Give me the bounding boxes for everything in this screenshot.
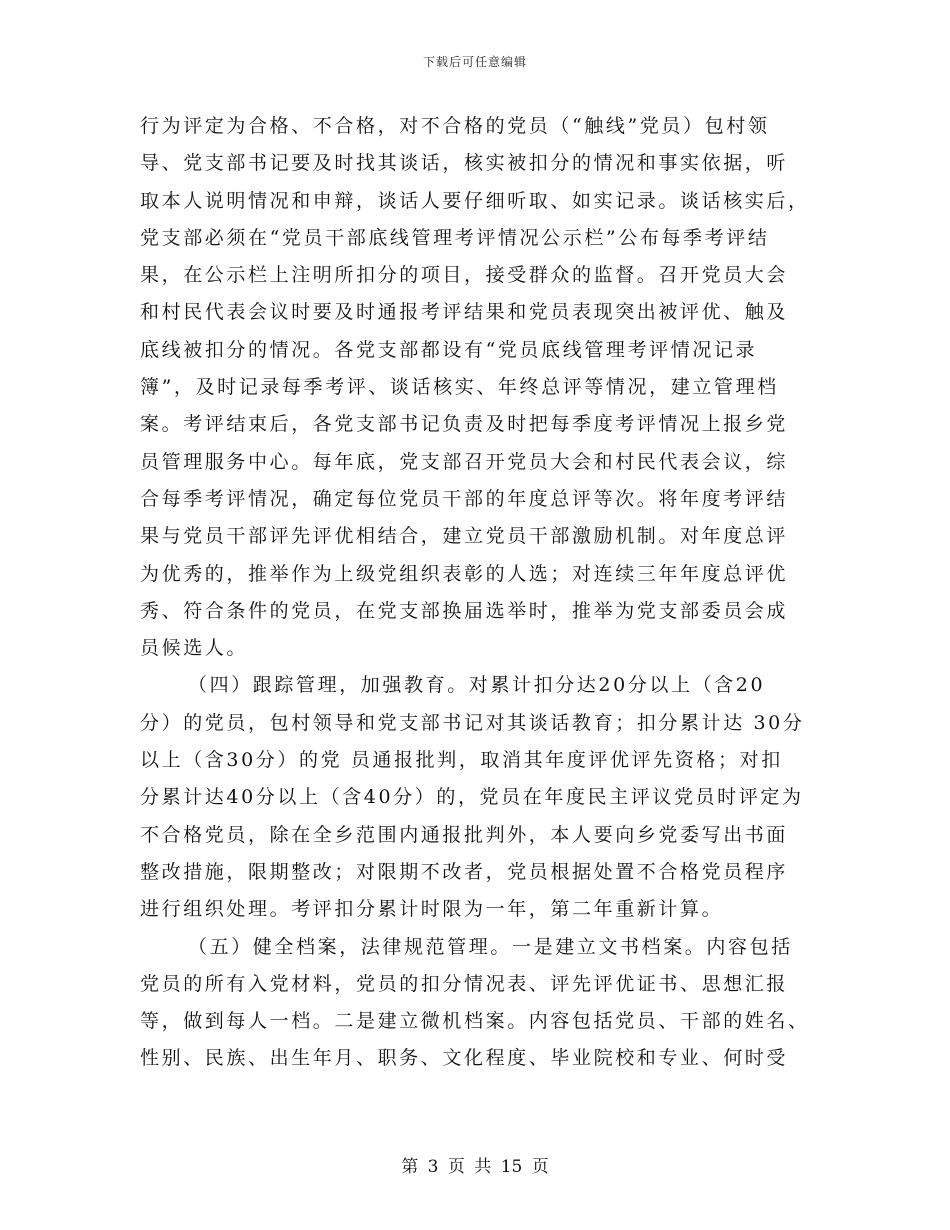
body-line: 整改措施，限期整改；对限期不改者，党员根据处置不合格党员程序	[140, 860, 789, 883]
body-line: 果与党员干部评先评优相结合，建立党员干部激励机制。对年度总评	[140, 525, 789, 548]
body-line: 果，在公示栏上注明所扣分的项目，接受群众的监督。召开党员大会	[140, 264, 789, 287]
page-number-footer: 第 3 页 共 15 页	[401, 1157, 549, 1177]
body-line: 不合格党员，除在全乡范围内通报批判外，本人要向乡党委写出书面	[140, 823, 789, 846]
body-line: 秀、符合条件的党员，在党支部换届选举时，推举为党支部委员会成	[140, 599, 789, 622]
body-line: 为优秀的，推举作为上级党组织表彰的人选；对连续三年年度总评优	[140, 562, 789, 585]
body-line: 党支部必须在“党员干部底线管理考评情况公示栏”公布每季考评结	[140, 226, 770, 249]
body-line: 党员的所有入党材料，党员的扣分情况表、评先评优证书、思想汇报	[140, 972, 789, 995]
body-line: 簿”，及时记录每季考评、谈话核实、年终总评等情况，建立管理档	[140, 376, 779, 399]
body-line: 导、党支部书记要及时找其谈话，核实被扣分的情况和事实依据，听	[140, 152, 789, 175]
body-line: 进行组织处理。考评扣分累计时限为一年，第二年重新计算。	[140, 898, 724, 921]
body-line: 取本人说明情况和申辩，谈话人要仔细听取、如实记录。谈话核实后，	[140, 189, 810, 212]
body-line: 等，做到每人一档。二是建立微机档案。内容包括党员、干部的姓名、	[140, 1010, 810, 1033]
body-line: 分）的党员，包村领导和党支部书记对其谈话教育；扣分累计达 30分	[140, 711, 805, 734]
body-line: 分累计达40分以上（含40分）的，党员在年度民主评议党员时评定为	[140, 786, 804, 809]
body-line: 性别、民族、出生年月、职务、文化程度、毕业院校和专业、何时受	[140, 1047, 789, 1070]
body-line: 案。考评结束后，各党支部书记负责及时把每季度考评情况上报乡党	[140, 413, 789, 436]
body-line: 员候选人。	[140, 637, 249, 660]
body-line: 底线被扣分的情况。各党支部都设有“党员底线管理考评情况记录	[140, 338, 758, 361]
body-line: 员管理服务中心。每年底，党支部召开党员大会和村民代表会议，综	[140, 450, 789, 473]
body-line: 和村民代表会议时要及时通报考评结果和党员表现突出被评优、触及	[140, 301, 789, 324]
body-line: 以上（含30分）的党 员通报批判，取消其年度评优评先资格；对扣	[140, 749, 783, 772]
body-line: 行为评定为合格、不合格，对不合格的党员（“触线”党员）包村领	[140, 115, 770, 137]
section-heading-line: （五）健全档案，法律规范管理。一是建立文书档案。内容包括	[188, 935, 793, 958]
page-header: 下载后可任意编辑	[422, 55, 527, 69]
section-heading-line: （四）跟踪管理，加强教育。对累计扣分达20分以上（含20	[188, 674, 766, 697]
document-body	[140, 108, 810, 1078]
body-line: 合每季考评情况，确定每位党员干部的年度总评等次。将年度考评结	[140, 487, 789, 510]
